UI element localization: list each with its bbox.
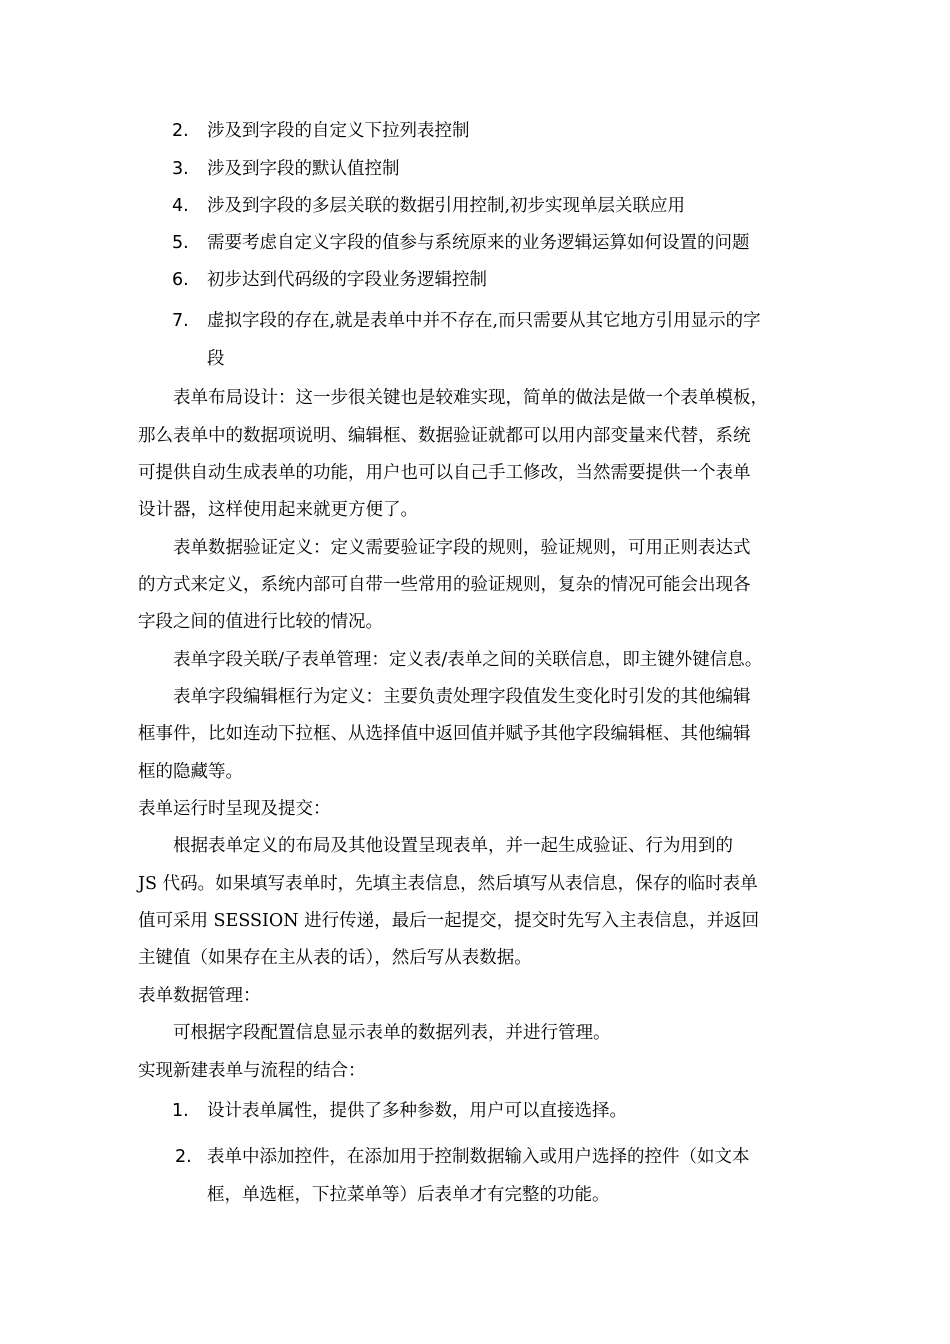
list-number: 1. <box>172 1101 189 1121</box>
section-heading: 表单数据管理： <box>138 986 261 1006</box>
paragraph-line: 那么表单中的数据项说明、编辑框、数据验证就都可以用内部变量来代替，系统 <box>138 426 751 446</box>
paragraph-line: 的方式来定义，系统内部可自带一些常用的验证规则，复杂的情况可能会出现各 <box>138 575 751 595</box>
paragraph-line: 表单数据验证定义：定义需要验证字段的规则，验证规则，可用正则表达式 <box>173 538 751 558</box>
list-item-text-continued: 框，单选框，下拉菜单等）后表单才有完整的功能。 <box>207 1185 610 1205</box>
list-number: 6. <box>172 270 189 290</box>
section-heading: 表单运行时呈现及提交： <box>138 799 331 819</box>
list-item-text: 涉及到字段的多层关联的数据引用控制,初步实现单层关联应用 <box>207 196 686 216</box>
list-number: 2. <box>175 1147 192 1167</box>
paragraph-line: 框的隐藏等。 <box>138 762 243 782</box>
list-item-text: 设计表单属性，提供了多种参数，用户可以直接选择。 <box>207 1101 627 1121</box>
paragraph-line: 字段之间的值进行比较的情况。 <box>138 612 383 632</box>
list-number: 7. <box>172 311 189 331</box>
paragraph-line: JS 代码。如果填写表单时，先填主表信息，然后填写从表信息，保存的临时表单 <box>138 874 758 894</box>
list-number: 5. <box>172 233 189 253</box>
list-item-text: 虚拟字段的存在,就是表单中并不存在,而只需要从其它地方引用显示的字 <box>207 311 761 331</box>
paragraph-line: 可根据字段配置信息显示表单的数据列表，并进行管理。 <box>173 1023 611 1043</box>
list-item-text: 初步达到代码级的字段业务逻辑控制 <box>207 270 487 290</box>
list-number: 3. <box>172 159 189 179</box>
list-item-text-continued: 段 <box>207 349 225 369</box>
paragraph-line: 主键值（如果存在主从表的话），然后写从表数据。 <box>138 948 532 968</box>
paragraph-line: 值可采用 SESSION 进行传递，最后一起提交，提交时先写入主表信息，并返回 <box>138 911 760 931</box>
paragraph-line: 表单布局设计：这一步很关键也是较难实现，简单的做法是做一个表单模板， <box>173 388 768 408</box>
section-heading: 实现新建表单与流程的结合： <box>138 1061 366 1081</box>
paragraph-line: 框事件，比如连动下拉框、从选择值中返回值并赋予其他字段编辑框、其他编辑 <box>138 724 751 744</box>
paragraph-line: 可提供自动生成表单的功能，用户也可以自己手工修改，当然需要提供一个表单 <box>138 463 751 483</box>
list-item-text: 涉及到字段的默认值控制 <box>207 159 400 179</box>
paragraph-line: 表单字段编辑框行为定义：主要负责处理字段值发生变化时引发的其他编辑 <box>173 687 751 707</box>
list-number: 4. <box>172 196 189 216</box>
list-item-text: 涉及到字段的自定义下拉列表控制 <box>207 121 470 141</box>
list-item-text: 表单中添加控件，在添加用于控制数据输入或用户选择的控件（如文本 <box>207 1147 750 1167</box>
paragraph-line: 设计器，这样使用起来就更方便了。 <box>138 500 418 520</box>
list-number: 2. <box>172 121 189 141</box>
paragraph-line: 表单字段关联/子表单管理：定义表/表单之间的关联信息，即主键外键信息。 <box>173 650 763 670</box>
paragraph-line: 根据表单定义的布局及其他设置呈现表单，并一起生成验证、行为用到的 <box>173 836 733 856</box>
list-item-text: 需要考虑自定义字段的值参与系统原来的业务逻辑运算如何设置的问题 <box>207 233 750 253</box>
